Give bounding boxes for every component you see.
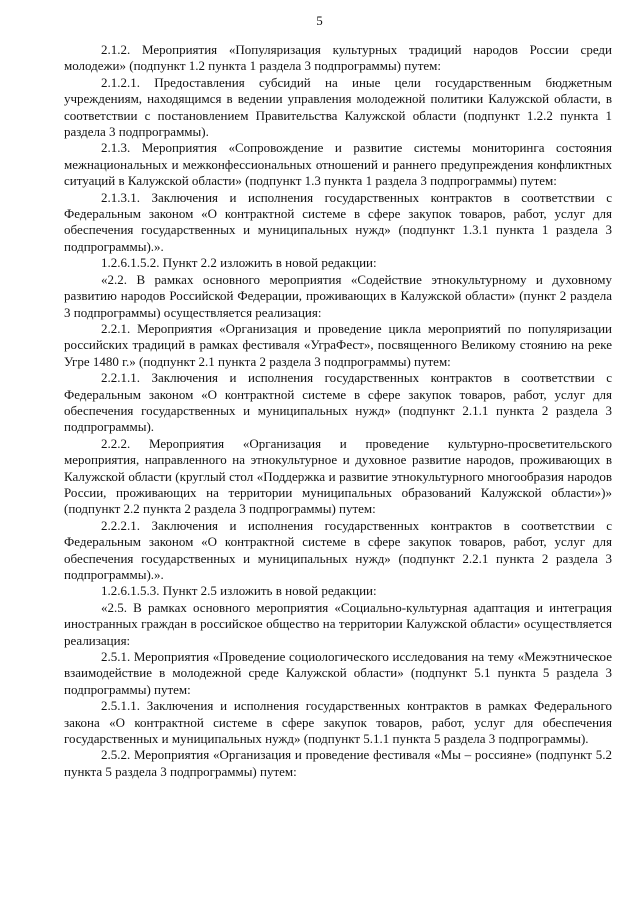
paragraph-2-1-3-1: 2.1.3.1. Заключения и исполнения государственных контрактов в соответствии с Федеральным законом «О контрактной системе в сфере закупок товаров, работ, услуг для обеспечения государственных и муниципальных нужд» (подпункт 1.3.1 пункта 1 раздела 3 подпрограммы).».: [64, 189, 612, 254]
paragraph-amendment-2-2: 1.2.6.1.5.2. Пункт 2.2 изложить в новой редакции:: [101, 255, 377, 271]
paragraph-2-2-2-1: 2.2.2.1. Заключения и исполнения государственных контрактов в соответствии с Федеральным законом «О контрактной системе в сфере закупок товаров, работ, услуг для обеспечения государственных и муниципальных нужд» (подпункт 2.2.1 пункта 2 раздела 3 подпрограммы).».: [64, 517, 612, 582]
paragraph-amendment-2-5: 1.2.6.1.5.3. Пункт 2.5 изложить в новой редакции:: [101, 583, 377, 599]
paragraph-2-5-2: 2.5.2. Мероприятия «Организация и проведение фестиваля «Мы – россияне» (подпункт 5.2 пункта 5 раздела 3 подпрограммы) путем:: [64, 747, 612, 779]
page-number: 5: [316, 13, 323, 28]
paragraph-2-2-1: 2.2.1. Мероприятия «Организация и проведение цикла мероприятий по популяризации российских традиций в рамках фестиваля «УграФест», посвященного Великому стоянию на реке Угре 1480 г.» (подпункт 2.1 пункта 2 раздела 3 подпрограммы) путем:: [64, 320, 612, 369]
paragraph-2-2-1-1: 2.2.1.1. Заключения и исполнения государственных контрактов в соответствии с Федеральным законом «О контрактной системе в сфере закупок товаров, работ, услуг для обеспечения государственных и муниципальных нужд» (подпункт 2.1.1 пункта 2 раздела 3 подпрограммы).: [64, 370, 612, 435]
paragraph-2-2: «2.2. В рамках основного мероприятия «Содействие этнокультурному и духовному развитию народов Российской Федерации, проживающих в Калужской области» (пункт 2 раздела 3 подпрограммы) осуществляется реализация:: [64, 271, 612, 320]
paragraph-2-5: «2.5. В рамках основного мероприятия «Социально-культурная адаптация и интеграция иностранных граждан в российское общество на территории Калужской области» осуществляется реализация:: [64, 599, 612, 648]
paragraph-2-5-1-1: 2.5.1.1. Заключения и исполнения государственных контрактов в рамках Федерального закона «О контрактной системе в сфере закупок товаров, работ, услуг для обеспечения государственных и муниципальных нужд» (подпункт 5.1.1 пункта 5 раздела 3 подпрограммы).: [64, 698, 612, 747]
paragraph-2-1-2: 2.1.2. Мероприятия «Популяризация культурных традиций народов России среди молодежи» (подпункт 1.2 пункта 1 раздела 3 подпрограммы) путем:: [64, 42, 612, 74]
document-body: [64, 42, 612, 780]
paragraph-2-5-1: 2.5.1. Мероприятия «Проведение социологического исследования на тему «Межэтническое взаимодействие в молодежной среде Калужской области» (подпункт 5.1 пункта 5 раздела 3 подпрограммы) путем:: [64, 649, 612, 697]
paragraph-2-1-2-1: 2.1.2.1. Предоставления субсидий на иные цели государственным бюджетным учреждениям, находящимся в ведении управления молодежной политики Калужской области, в соответствии с постановлением Правительства Калужской области (подпункт 1.2.2 пункта 1 раздела 3 подпрограммы).: [64, 74, 612, 140]
paragraph-2-1-3: 2.1.3. Мероприятия «Сопровождение и развитие системы мониторинга состояния межнациональных и межконфессиональных отношений и раннего предупреждения конфликтных ситуаций в Калужской области» (подпункт 1.3 пункта 1 раздела 3 подпрограммы) путем:: [64, 140, 612, 189]
paragraph-2-2-2: 2.2.2. Мероприятия «Организация и проведение культурно-просветительского мероприятия, направленного на этнокультурное и духовное развитие народов, проживающих в Калужской области (круглый стол «Поддержка и развитие этнокультурного многообразия народов России, проживающих на территории муниципальных образований Калужской области»)» (подпункт 2.2 пункта 2 раздела 3 подпрограммы) путем:: [64, 435, 612, 517]
